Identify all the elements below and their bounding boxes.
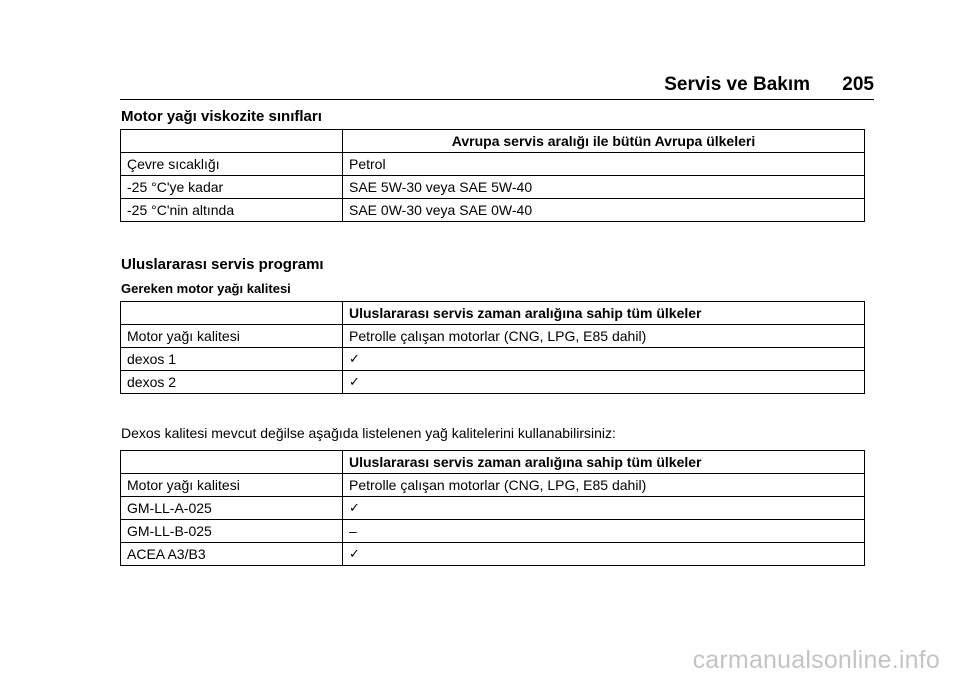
table-cell: –: [343, 520, 865, 543]
alternative-oil-table: [120, 450, 865, 566]
table-header-cell: Uluslararası servis zaman aralığına sahip tüm ülkeler: [343, 302, 865, 325]
table-cell: Çevre sıcaklığı: [121, 153, 343, 176]
table-header-row: [121, 130, 865, 153]
check-mark: ✓: [343, 371, 865, 394]
table-cell: GM-LL-A-025: [121, 497, 343, 520]
table-row: [121, 497, 865, 520]
page-header: [120, 70, 874, 96]
table-cell: dexos 2: [121, 371, 343, 394]
table-row: [121, 325, 865, 348]
header-title: Servis ve Bakım: [664, 74, 810, 95]
table-cell: SAE 0W-30 veya SAE 0W-40: [343, 199, 865, 222]
table-header-cell: Avrupa servis aralığı ile bütün Avrupa ülkeleri: [343, 130, 865, 153]
table-cell: Petrol: [343, 153, 865, 176]
table-cell: -25 °C'nin altında: [121, 199, 343, 222]
table-header-cell: [121, 130, 343, 153]
table-row: [121, 520, 865, 543]
page-number: 205: [842, 74, 874, 95]
table-header-cell: Uluslararası servis zaman aralığına sahip tüm ülkeler: [343, 451, 865, 474]
table-header-cell: [121, 302, 343, 325]
table-cell: -25 °C'ye kadar: [121, 176, 343, 199]
alternative-oils-note: Dexos kalitesi mevcut değilse aşağıda listelenen yağ kalitelerini kullanabilirsiniz:: [121, 425, 616, 441]
table-header-row: [121, 451, 865, 474]
viscosity-table: [120, 129, 865, 222]
section-title-service-program: Uluslararası servis programı: [121, 256, 324, 273]
table-row: [121, 199, 865, 222]
section-title-viscosity: Motor yağı viskozite sınıfları: [121, 108, 322, 125]
table-cell: ACEA A3/B3: [121, 543, 343, 566]
watermark: carmanualsonline.info: [692, 646, 940, 674]
table-row: [121, 371, 865, 394]
oil-quality-table: [120, 301, 865, 394]
table-row: [121, 543, 865, 566]
table-cell: SAE 5W-30 veya SAE 5W-40: [343, 176, 865, 199]
table-cell: Motor yağı kalitesi: [121, 474, 343, 497]
check-mark: ✓: [343, 348, 865, 371]
table-cell: Petrolle çalışan motorlar (CNG, LPG, E85 dahil): [343, 474, 865, 497]
check-mark: ✓: [343, 497, 865, 520]
table-header-cell: [121, 451, 343, 474]
header-divider: [120, 99, 874, 100]
table-row: [121, 153, 865, 176]
table-cell: Petrolle çalışan motorlar (CNG, LPG, E85 dahil): [343, 325, 865, 348]
table-cell: GM-LL-B-025: [121, 520, 343, 543]
section-subtitle-oil-quality: Gereken motor yağı kalitesi: [121, 281, 291, 296]
table-row: [121, 348, 865, 371]
table-row: [121, 176, 865, 199]
table-cell: Motor yağı kalitesi: [121, 325, 343, 348]
table-cell: dexos 1: [121, 348, 343, 371]
table-header-row: [121, 302, 865, 325]
check-mark: ✓: [343, 543, 865, 566]
table-row: [121, 474, 865, 497]
